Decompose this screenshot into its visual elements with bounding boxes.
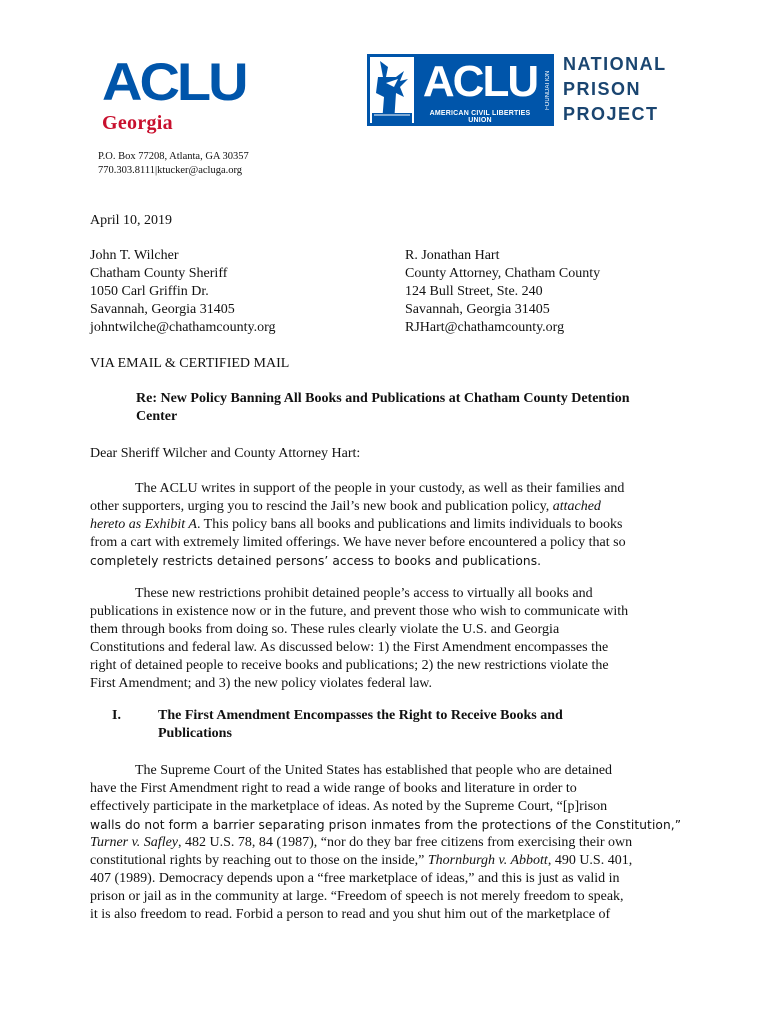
paragraph-intro (90, 480, 680, 570)
para2-line2: publications in existence now or in the future, and prevent those who wish to communicate with (90, 604, 629, 619)
logo-georgia-text: Georgia (102, 112, 173, 134)
para2-line3: them through books from doing so. These rules clearly violate the U.S. and Georgia (90, 622, 560, 637)
logo-foundation-text: FOUNDATION (545, 70, 551, 110)
subject-line-2: Center (136, 409, 178, 424)
para1-line3-italic: hereto as Exhibit A (90, 517, 197, 532)
salutation: Dear Sheriff Wilcher and County Attorney Hart: (90, 446, 361, 461)
recipient-street: 1050 Carl Griffin Dr. (90, 284, 209, 299)
contact-address: P.O. Box 77208, Atlanta, GA 30357 (98, 151, 249, 162)
recipient-street: 124 Bull Street, Ste. 240 (405, 284, 543, 299)
section-number: I. (112, 708, 121, 723)
para1-line5: completely restricts detained persons’ access to books and publications. (90, 554, 542, 568)
para1-line2: other supporters, urging you to rescind the Jail’s new book and publication policy, (90, 499, 553, 514)
contact-block (98, 150, 249, 178)
recipient-name: John T. Wilcher (90, 248, 179, 263)
recipient-attorney (405, 247, 600, 337)
logo-aclu-box-text: ACLU (422, 57, 538, 106)
case-citation-turner: Turner v. Safley (90, 835, 179, 850)
recipient-email: johntwilche@chathamcounty.org (90, 320, 276, 335)
recipient-title: County Attorney, Chatham County (405, 266, 601, 281)
npp-wordmark (563, 52, 667, 127)
letter-date: April 10, 2019 (90, 213, 173, 228)
para3-line8: prison or jail as in the community at large. “Freedom of speech is not merely freedom to speak, (90, 889, 624, 904)
logo-aclu-subtitle: AMERICAN CIVIL LIBERTIES UNION (429, 110, 531, 124)
para3-line5: , 482 U.S. 78, 84 (1987), “nor do they bar free citizens from exercising their own (178, 835, 633, 850)
aclu-georgia-logo (102, 51, 246, 135)
recipient-city: Savannah, Georgia 31405 (90, 302, 235, 317)
logo-blue-box (367, 54, 554, 126)
para3-line6: constitutional rights by reaching out to those on the inside,” (90, 853, 428, 868)
para3-line9: it is also freedom to read. Forbid a person to read and you shut him out of the marketplace of (90, 907, 611, 922)
recipient-email: RJHart@chathamcounty.org (405, 320, 565, 335)
para1-line1: The ACLU writes in support of the people in your custody, as well as their families and (135, 481, 625, 496)
subject-line-1: Re: New Policy Banning All Books and Publications at Chatham County Detention (136, 391, 630, 406)
recipient-name: R. Jonathan Hart (405, 248, 500, 263)
npp-line-project: PROJECT (563, 104, 659, 124)
statue-of-liberty-icon (370, 57, 414, 123)
para2-line1: These new restrictions prohibit detained people’s access to virtually all books and (135, 586, 593, 601)
para3-line7: 407 (1989). Democracy depends upon a “free marketplace of ideas,” and this is just as valid in (90, 871, 620, 886)
para3-line6-end: , 490 U.S. 401, (547, 853, 633, 868)
case-citation-thornburgh: Thornburgh v. Abbott (427, 853, 548, 868)
para1-line4: from a cart with extremely limited offerings. We have never before encountered a policy that so (90, 535, 626, 550)
recipient-city: Savannah, Georgia 31405 (405, 302, 550, 317)
recipient-sheriff (90, 247, 276, 337)
para2-line6: First Amendment; and 3) the new policy violates federal law. (90, 676, 433, 691)
logo-aclu-text: ACLU (102, 51, 246, 112)
paragraph-supreme-court (90, 762, 680, 924)
para3-line2: have the First Amendment right to read a wide range of books and literature in order to (90, 781, 577, 796)
contact-phone-email: 770.303.8111|ktucker@acluga.org (98, 165, 243, 176)
para1-line2-italic: attached (552, 499, 601, 514)
section-title-line2: Publications (158, 726, 232, 741)
recipient-title: Chatham County Sheriff (90, 266, 228, 281)
para3-line3: effectively participate in the marketplace of ideas. As noted by the Supreme Court, “[p]rison (90, 799, 608, 814)
paragraph-restrictions (90, 585, 680, 693)
npp-line-prison: PRISON (563, 79, 642, 99)
para2-line4: Constitutions and federal law. As discussed below: 1) the First Amendment encompasses the (90, 640, 609, 655)
section-title-line1: The First Amendment Encompasses the Right to Receive Books and (158, 708, 563, 723)
para1-line3: . This policy bans all books and publications and limits individuals to books (196, 517, 623, 532)
para3-line1: The Supreme Court of the United States has established that people who are detained (135, 763, 613, 778)
para2-line5: right of detained people to receive books and publications; 2) the new restrictions violate the (90, 658, 609, 673)
para3-line4: walls do not form a barrier separating prison inmates from the protections of the Constitution,” (90, 818, 682, 832)
delivery-method: VIA EMAIL & CERTIFIED MAIL (90, 356, 290, 371)
subject-line (136, 390, 696, 426)
npp-line-national: NATIONAL (563, 54, 667, 74)
